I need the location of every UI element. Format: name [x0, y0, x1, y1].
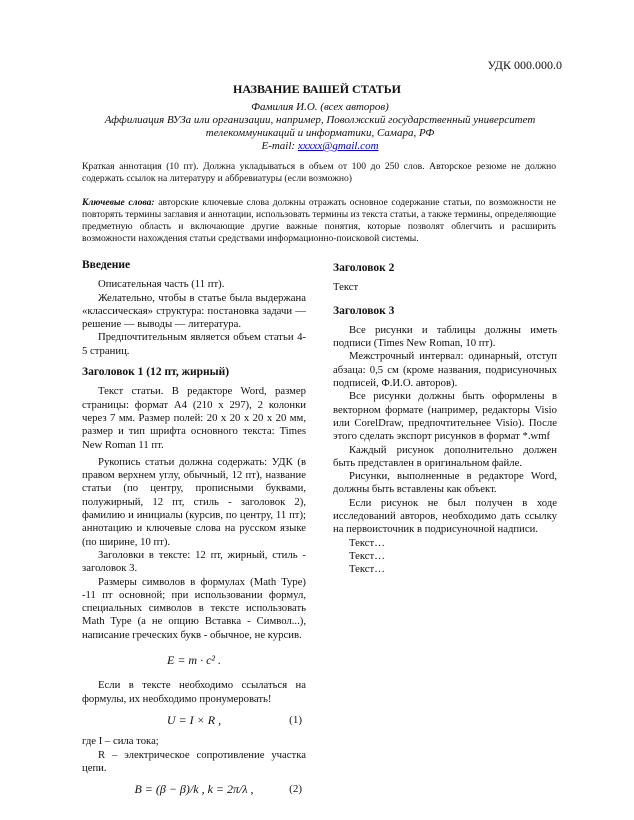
email-label: E-mail:	[261, 140, 298, 152]
paragraph: Желательно, чтобы в статье была выдержана «классическая» структура: постановка задачи — решение — выводы — литература.	[82, 291, 306, 331]
paragraph: Описательная часть (11 пт).	[98, 278, 225, 291]
paragraph: Рисунки, выполненные в редакторе Word, должны быть вставлены как объект.	[333, 470, 557, 496]
paragraph: Текст	[333, 281, 359, 294]
paragraph: Если рисунок не был получен в ходе исследований авторов, необходимо дать ссылку на первоисточник в подрисуночной надписи.	[333, 496, 557, 536]
formula-0: E = m · c² .	[166, 653, 222, 668]
formula-1-expr: U = I × R ,	[166, 712, 222, 727]
paragraph: R – электрическое сопротивление участка цепи.	[82, 748, 306, 774]
paragraph: Все рисунки должны быть оформлены в векторном формате (например, редакторы Visio или CorelDraw, предпочтительнее Visio). После этого сделать экспорт рисунков в формат *.wmf	[333, 390, 557, 443]
paragraph: Текст…	[349, 536, 385, 549]
formula-2-number: (2)	[289, 783, 302, 796]
formula-2	[82, 783, 306, 796]
abstract: Краткая аннотация (10 пт). Должна укладываться в объем от 100 до 250 слов. Авторское резюме не должно содержать ссылок на литературу и аббревиатуры (если возможно)	[82, 161, 556, 184]
paragraph: Текст…	[349, 563, 385, 576]
article-title: НАЗВАНИЕ ВАШЕЙ СТАТЬИ	[232, 82, 401, 96]
email-line	[80, 140, 560, 153]
author-block	[80, 101, 560, 153]
left-column	[82, 255, 306, 804]
paragraph: Предпочтительным является объем статьи 4-5 страниц.	[82, 331, 306, 357]
heading-3: Заголовок 3	[333, 304, 395, 317]
paragraph: Рукопись статьи должна содержать: УДК (в правом верхнем углу, обычный, 12 пт), название статьи (по центру, прописными буквами, полужирный, 12 пт, стиль - заголовок 2), фамилию и инициалы (курсив, по центру, 11 пт); аннотацию и ключевые слова на русском языке (по ширине, 10 пт).	[82, 455, 306, 548]
paragraph: Заголовки в тексте: 12 пт, жирный, стиль - заголовок 3.	[82, 548, 306, 575]
affiliation: Аффилиация ВУЗа или организации, например, Поволжский государственный университет телекоммуникаций и информатики, Самара, РФ	[104, 114, 536, 139]
paragraph: Если в тексте необходимо ссылаться на формулы, их необходимо пронумеровать!	[82, 679, 306, 705]
keywords	[82, 197, 556, 245]
right-column	[333, 258, 557, 577]
authors: Фамилия И.О. (всех авторов)	[251, 101, 389, 113]
paragraph: Размеры символов в формулах (Math Type) -11 пт основной; при использовании формул, специальных символов в тексте использовать Math Type (а не опцию Вставка - Символ...), написание греческих букв - обычное, не курсив.	[82, 575, 306, 641]
formula-1	[82, 714, 306, 727]
paragraph: Каждый рисунок дополнительно должен быть представлен в оригинальном файле.	[333, 443, 557, 469]
formula-1-number: (1)	[289, 713, 302, 726]
formula-2-expr: B = (β − β)/k , k = 2π/λ ,	[134, 782, 254, 797]
email-link[interactable]: xxxxx@gmail.com	[297, 140, 379, 152]
udk-code: УДК 000.000.0	[487, 58, 562, 72]
paragraph: Текст статьи. В редакторе Word, размер страницы: формат А4 (210 x 297), 2 колонки через 7 мм. Размер полей: 20 x 20 x 20 x 20 мм, размер и тип шрифта основного текста: Times New Roman 11 пт.	[82, 385, 306, 451]
heading-intro: Введение	[82, 259, 131, 271]
paragraph: Межстрочный интервал: одинарный, отступ абзаца: 0,5 см (кроме названия, подрисуночных подписей, Ф.И.О. авторов).	[333, 350, 557, 390]
heading-1: Заголовок 1 (12 пт, жирный)	[82, 366, 230, 379]
keywords-label: Ключевые слова:	[82, 197, 155, 208]
heading-2: Заголовок 2	[333, 262, 395, 274]
paragraph: где I – сила тока;	[82, 735, 159, 748]
keywords-text: авторские ключевые слова должны отражать основное содержание статьи, по возможности не повторять термины заглавия и аннотации, использовать термины из текста статьи, а также термины, определяющие предметную область и включающие другие важные понятия, которые позволят облегчить и расширить возможности нахождения статьи средствами информационно-поисковой системы.	[82, 197, 556, 244]
paragraph: Текст…	[349, 549, 385, 562]
paragraph: Все рисунки и таблицы должны иметь подписи (Times New Roman, 10 пт).	[333, 323, 557, 350]
